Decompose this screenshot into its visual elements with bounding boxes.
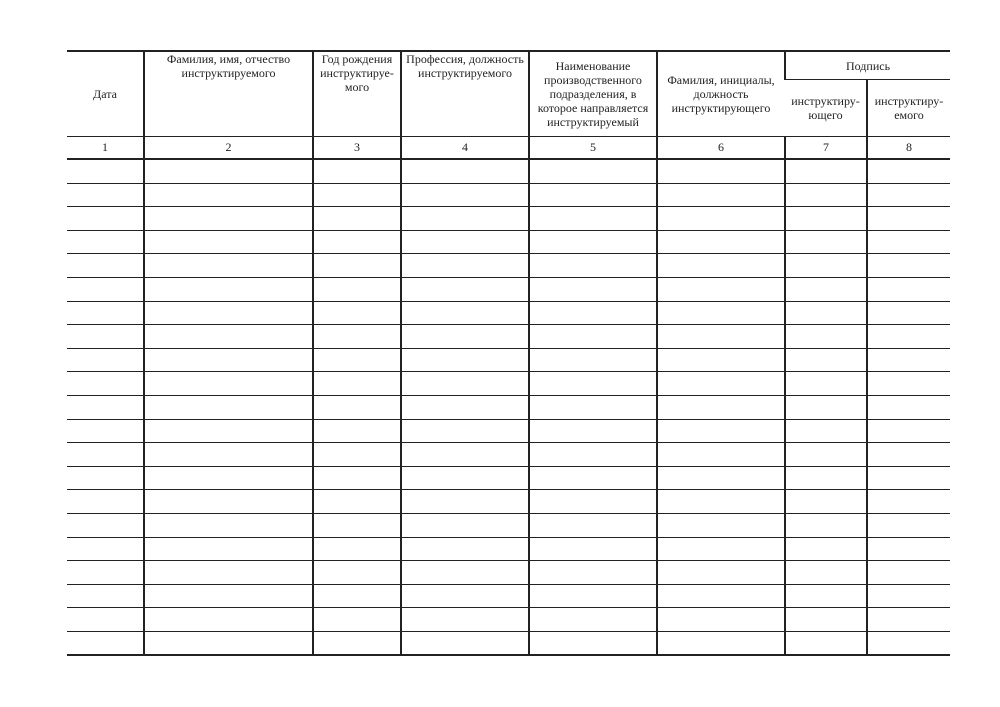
table-cell (67, 513, 144, 537)
table-cell (657, 277, 785, 301)
table-cell (67, 230, 144, 254)
table-cell (144, 395, 313, 419)
table-cell (529, 537, 657, 561)
table-cell (144, 254, 313, 278)
table-cell (867, 608, 950, 632)
header-date: Дата (67, 51, 144, 137)
table-cell (867, 254, 950, 278)
table-cell (144, 277, 313, 301)
table-row (67, 466, 950, 490)
table-cell (867, 372, 950, 396)
table-cell (144, 631, 313, 655)
table-cell (67, 466, 144, 490)
table-cell (785, 277, 867, 301)
table-cell (67, 395, 144, 419)
table-cell (785, 513, 867, 537)
table-cell (785, 584, 867, 608)
table-cell (529, 513, 657, 537)
table-cell (867, 513, 950, 537)
table-cell (867, 301, 950, 325)
table-row (67, 513, 950, 537)
column-number: 2 (144, 137, 313, 160)
table-row (67, 584, 950, 608)
table-cell (657, 348, 785, 372)
table-cell (67, 348, 144, 372)
header-profession: Профессия, должность инструктируемого (401, 51, 529, 137)
table-cell (867, 419, 950, 443)
table-cell (867, 325, 950, 349)
column-number: 6 (657, 137, 785, 160)
header-birth-year: Год рождения инструктируе-мого (313, 51, 401, 137)
table-cell (313, 301, 401, 325)
header-signature: Подпись (785, 51, 950, 80)
table-cell (401, 419, 529, 443)
table-cell (401, 490, 529, 514)
table-cell (313, 490, 401, 514)
table-cell (401, 631, 529, 655)
table-cell (67, 419, 144, 443)
table-cell (529, 584, 657, 608)
table-row (67, 159, 950, 183)
table-cell (313, 207, 401, 231)
table-cell (867, 466, 950, 490)
table-row (67, 254, 950, 278)
table-cell (313, 466, 401, 490)
table-cell (785, 419, 867, 443)
table-cell (144, 301, 313, 325)
table-cell (529, 230, 657, 254)
table-cell (867, 395, 950, 419)
table-cell (313, 395, 401, 419)
table-cell (144, 372, 313, 396)
table-cell (867, 277, 950, 301)
table-cell (144, 183, 313, 207)
table-cell (313, 254, 401, 278)
table-cell (144, 561, 313, 585)
table-cell (401, 325, 529, 349)
table-cell (313, 608, 401, 632)
table-row (67, 230, 950, 254)
table-cell (785, 537, 867, 561)
table-cell (529, 277, 657, 301)
column-number: 7 (785, 137, 867, 160)
table-cell (785, 608, 867, 632)
table-cell (313, 419, 401, 443)
table-cell (785, 561, 867, 585)
table-cell (529, 419, 657, 443)
table-cell (67, 159, 144, 183)
table-cell (785, 490, 867, 514)
table-row (67, 443, 950, 467)
table-cell (401, 608, 529, 632)
table-cell (401, 443, 529, 467)
column-number: 1 (67, 137, 144, 160)
table-row (67, 372, 950, 396)
table-cell (401, 348, 529, 372)
table-cell (529, 301, 657, 325)
table-cell (144, 159, 313, 183)
table-cell (313, 537, 401, 561)
table-cell (867, 183, 950, 207)
table-cell (67, 631, 144, 655)
table-cell (401, 537, 529, 561)
table-cell (785, 372, 867, 396)
table-cell (529, 466, 657, 490)
column-number: 3 (313, 137, 401, 160)
table-cell (657, 513, 785, 537)
table-cell (401, 159, 529, 183)
table-cell (529, 325, 657, 349)
table-cell (657, 631, 785, 655)
table-cell (144, 537, 313, 561)
table-cell (657, 301, 785, 325)
table-cell (401, 207, 529, 231)
table-cell (657, 561, 785, 585)
table-cell (529, 443, 657, 467)
table-cell (529, 372, 657, 396)
table-cell (529, 348, 657, 372)
table-cell (313, 277, 401, 301)
table-cell (785, 466, 867, 490)
table-cell (67, 537, 144, 561)
table-cell (144, 584, 313, 608)
table-cell (144, 513, 313, 537)
table-cell (657, 443, 785, 467)
column-number: 4 (401, 137, 529, 160)
table-cell (529, 561, 657, 585)
table-row (67, 325, 950, 349)
table-cell (67, 207, 144, 231)
table-cell (401, 395, 529, 419)
table-cell (401, 561, 529, 585)
table-cell (67, 325, 144, 349)
header-signature-instructor: инструктиру-ющего (791, 94, 860, 122)
table-cell (144, 348, 313, 372)
table-cell (867, 159, 950, 183)
table-cell (529, 254, 657, 278)
table-cell (144, 419, 313, 443)
table-cell (657, 230, 785, 254)
table-cell (529, 631, 657, 655)
table-cell (313, 348, 401, 372)
table-cell (657, 183, 785, 207)
table-row (67, 608, 950, 632)
column-number-row (67, 137, 950, 160)
table-cell (67, 608, 144, 632)
table-cell (867, 584, 950, 608)
table-row (67, 207, 950, 231)
table-cell (867, 561, 950, 585)
table-cell (401, 513, 529, 537)
table-cell (529, 207, 657, 231)
table-cell (67, 277, 144, 301)
table-cell (67, 301, 144, 325)
table-cell (529, 159, 657, 183)
table-cell (529, 490, 657, 514)
table-row (67, 490, 950, 514)
table-cell (144, 207, 313, 231)
header-signature-instructed: инструктиру-емого (867, 80, 950, 137)
table-cell (867, 443, 950, 467)
table-cell (867, 230, 950, 254)
table-cell (657, 207, 785, 231)
table-cell (529, 395, 657, 419)
table-cell (67, 561, 144, 585)
table-cell (785, 159, 867, 183)
table-row (67, 277, 950, 301)
table-cell (67, 584, 144, 608)
table-cell (67, 490, 144, 514)
table-cell (867, 490, 950, 514)
table-cell (144, 490, 313, 514)
table-row (67, 631, 950, 655)
table-cell (657, 419, 785, 443)
table-cell (401, 584, 529, 608)
table-row (67, 301, 950, 325)
table-cell (785, 183, 867, 207)
table-cell (313, 159, 401, 183)
table-cell (67, 372, 144, 396)
table-cell (144, 608, 313, 632)
table-cell (785, 443, 867, 467)
column-number: 5 (529, 137, 657, 160)
table-cell (313, 183, 401, 207)
table-cell (529, 608, 657, 632)
table-cell (313, 584, 401, 608)
table-cell (313, 561, 401, 585)
table-cell (67, 183, 144, 207)
table-cell (867, 348, 950, 372)
table-cell (144, 466, 313, 490)
table-cell (67, 443, 144, 467)
table-cell (785, 207, 867, 231)
table-cell (657, 537, 785, 561)
table-row (67, 419, 950, 443)
table-cell (313, 372, 401, 396)
table-cell (401, 230, 529, 254)
table-cell (529, 183, 657, 207)
table-cell (144, 230, 313, 254)
table-cell (67, 254, 144, 278)
table-cell (785, 254, 867, 278)
table-cell (313, 631, 401, 655)
table-cell (657, 466, 785, 490)
table-cell (785, 230, 867, 254)
table-row (67, 348, 950, 372)
table-cell (313, 230, 401, 254)
table-row (67, 395, 950, 419)
table-cell (657, 490, 785, 514)
table-row (67, 537, 950, 561)
table-cell (657, 325, 785, 349)
table-cell (657, 608, 785, 632)
table-row (67, 183, 950, 207)
table-cell (144, 325, 313, 349)
table-cell (657, 395, 785, 419)
table-cell (313, 325, 401, 349)
table-cell (401, 301, 529, 325)
table-cell (785, 395, 867, 419)
table-cell (785, 631, 867, 655)
table-cell (401, 466, 529, 490)
table-cell (657, 159, 785, 183)
table-cell (867, 537, 950, 561)
table-cell (401, 277, 529, 301)
column-number: 8 (867, 137, 950, 160)
table-cell (401, 372, 529, 396)
table-cell (657, 372, 785, 396)
table-cell (867, 207, 950, 231)
table-cell (401, 183, 529, 207)
header-department: Наименование производственного подразделения, в которое направляется инструктируемый (529, 51, 657, 137)
table-cell (785, 348, 867, 372)
table-cell (313, 513, 401, 537)
table-cell (401, 254, 529, 278)
table-cell (867, 631, 950, 655)
instruction-journal-table (67, 50, 950, 656)
table-cell (785, 325, 867, 349)
table-cell (313, 443, 401, 467)
header-instructor: Фамилия, инициалы, должность инструктирующего (657, 51, 785, 137)
table-row (67, 561, 950, 585)
table-cell (144, 443, 313, 467)
table-cell (657, 584, 785, 608)
table-cell (785, 301, 867, 325)
table-cell (657, 254, 785, 278)
header-full-name: Фамилия, имя, отчество инструктируемого (144, 51, 313, 137)
